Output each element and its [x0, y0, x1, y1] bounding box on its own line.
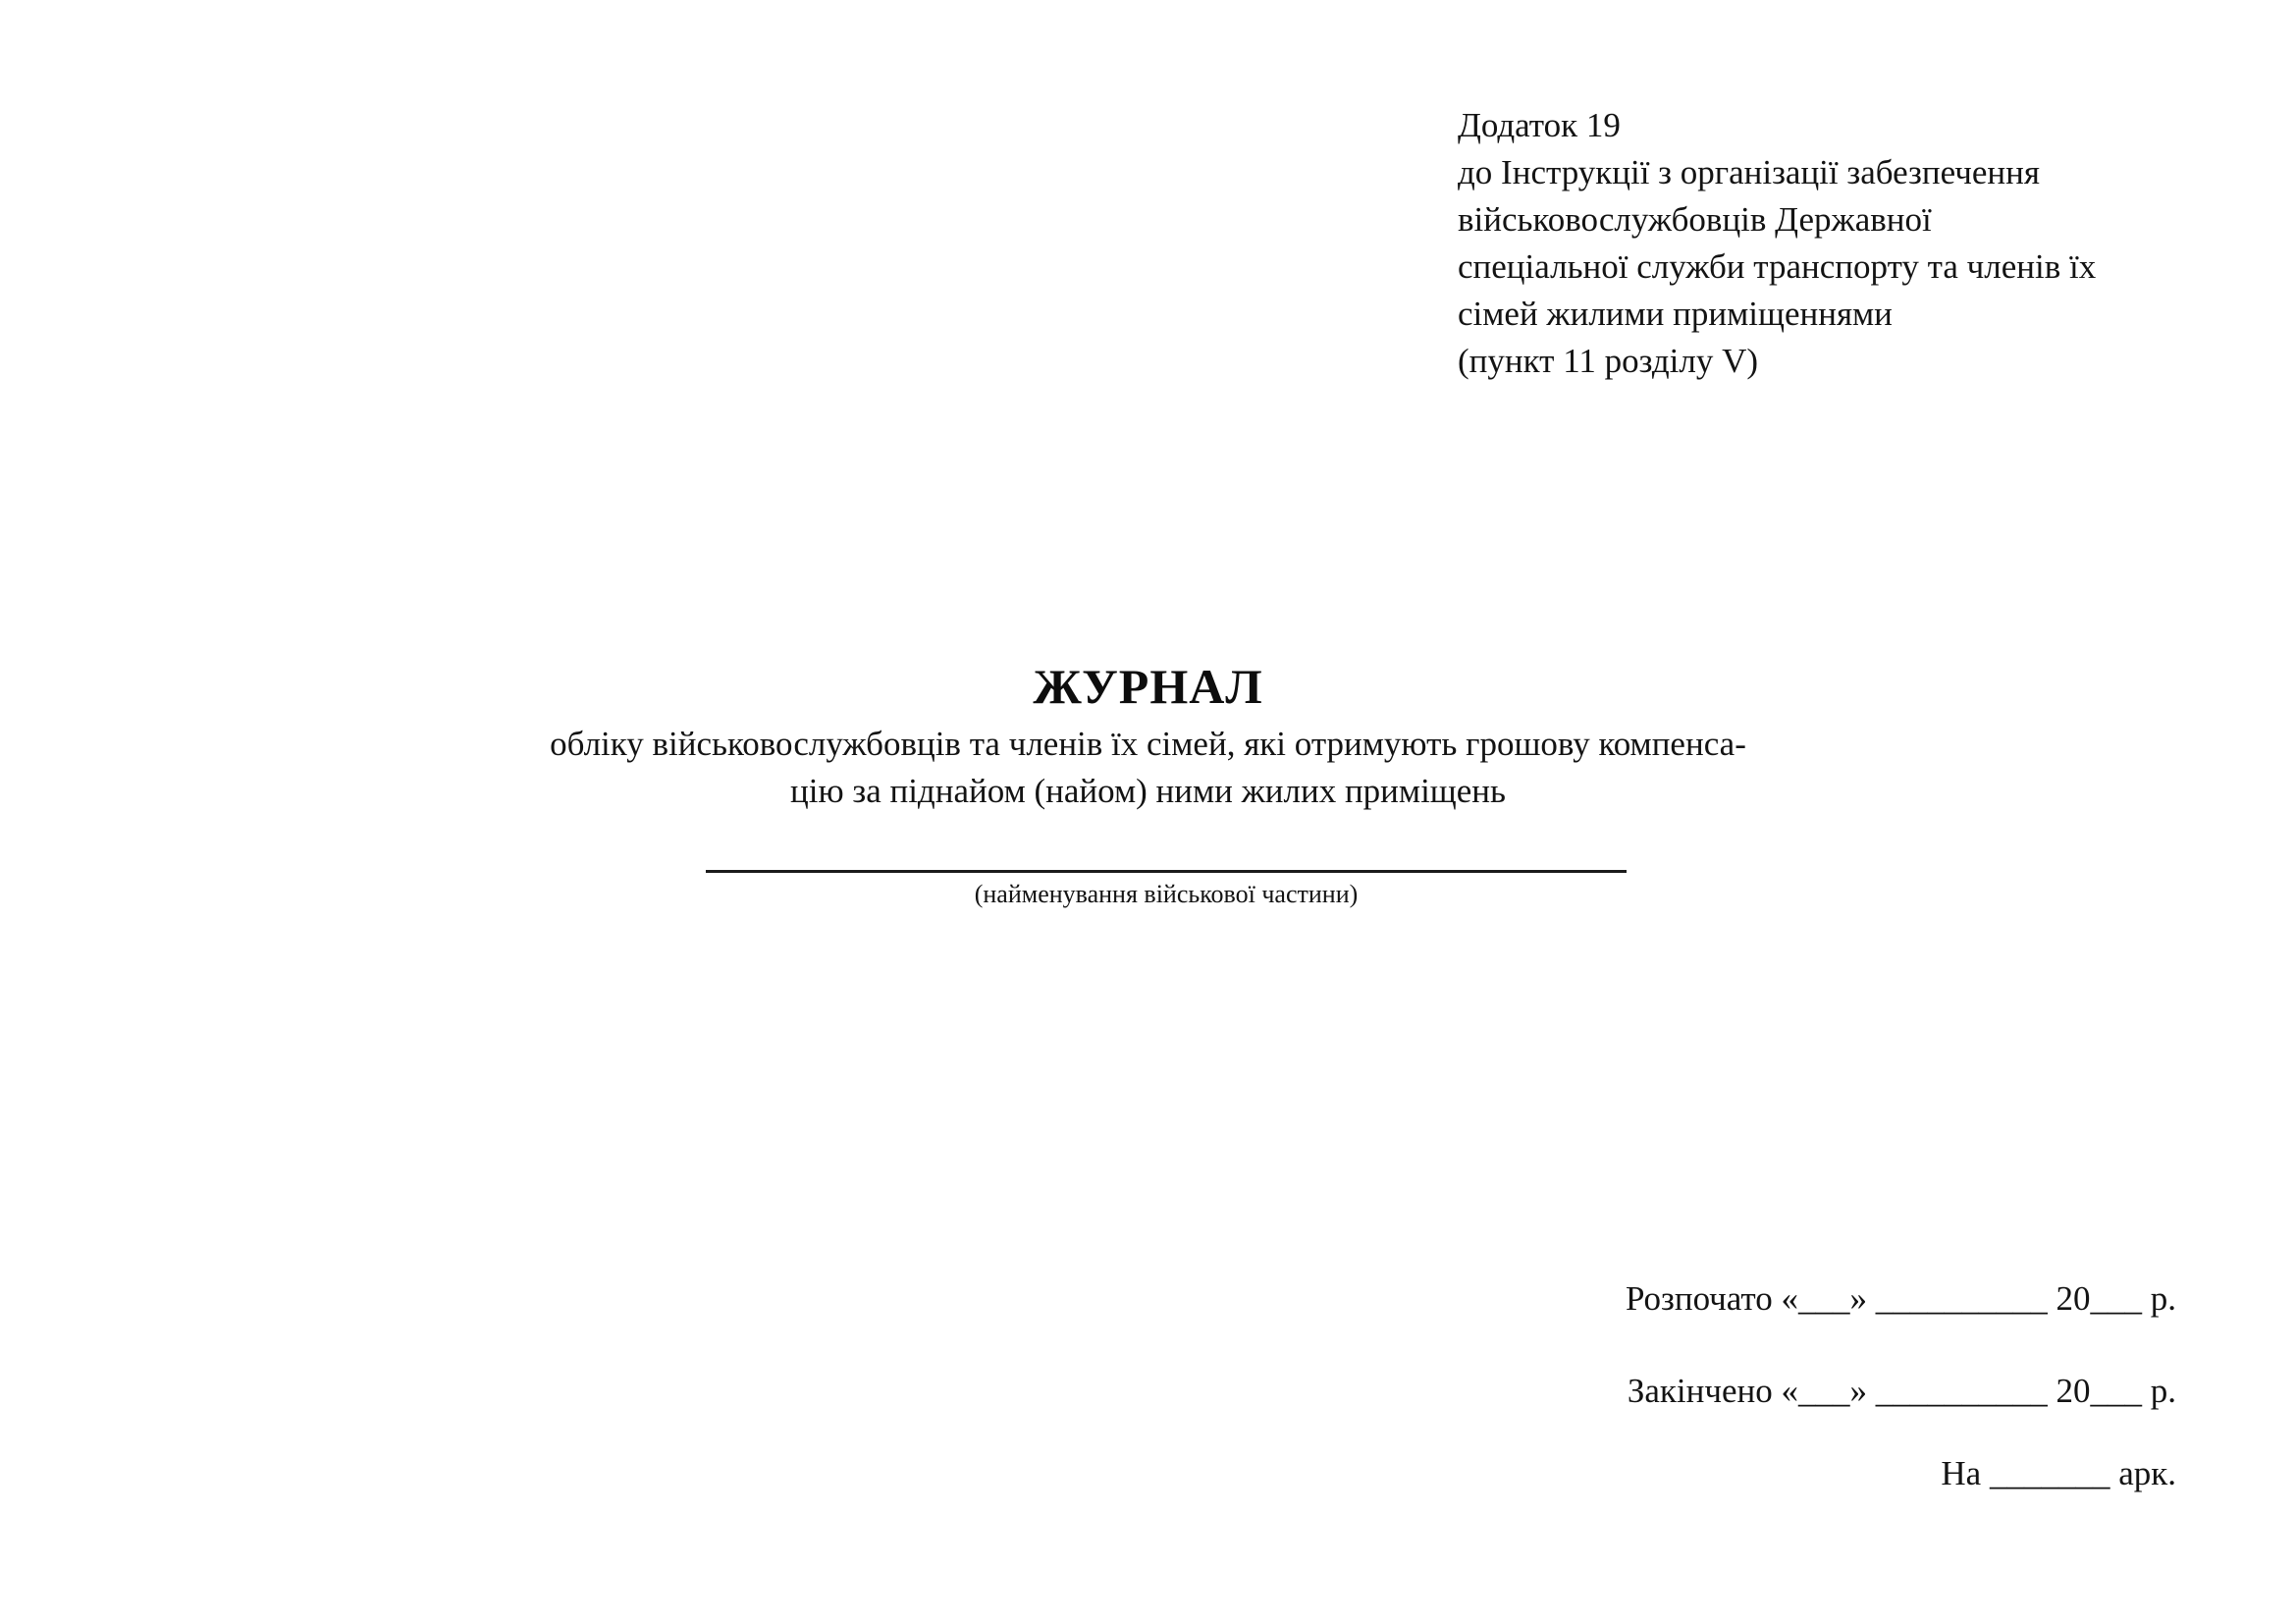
started-date-line: Розпочато «___» __________ 20___ р.: [1625, 1279, 2176, 1318]
appendix-line-clause: (пункт 11 розділу V): [1458, 342, 1759, 380]
finished-date-line: Закінчено «___» __________ 20___ р.: [1627, 1372, 2176, 1410]
appendix-line-transport-service: спеціальної служби транспорту та членів їх: [1458, 247, 2097, 286]
journal-dates-block: [1293, 1276, 2176, 1496]
journal-subtitle-line-1: обліку військовослужбовців та членів їх сімей, які отримують грошову компенса-: [550, 725, 1746, 763]
journal-title-block: [0, 658, 2296, 815]
journal-subtitle-line-2: цію за піднайом (найом) ними жилих приміщень: [790, 772, 1506, 810]
unit-name-rule: [706, 870, 1627, 873]
unit-name-caption: (найменування військової частини): [974, 880, 1359, 908]
military-unit-name-field: [706, 870, 1627, 910]
appendix-reference-block: [1458, 102, 2204, 385]
sheet-count-line: На _______ арк.: [1941, 1454, 2176, 1492]
appendix-line-housing: сімей жилими приміщеннями: [1458, 295, 1893, 333]
appendix-line-servicemen: військовослужбовців Державної: [1458, 200, 1932, 239]
page-title: ЖУРНАЛ: [1033, 659, 1263, 714]
appendix-line-instruction: до Інструкції з організації забезпечення: [1458, 153, 2040, 191]
journal-subtitle: [0, 721, 2296, 815]
appendix-line-number: Додаток 19: [1458, 106, 1621, 144]
